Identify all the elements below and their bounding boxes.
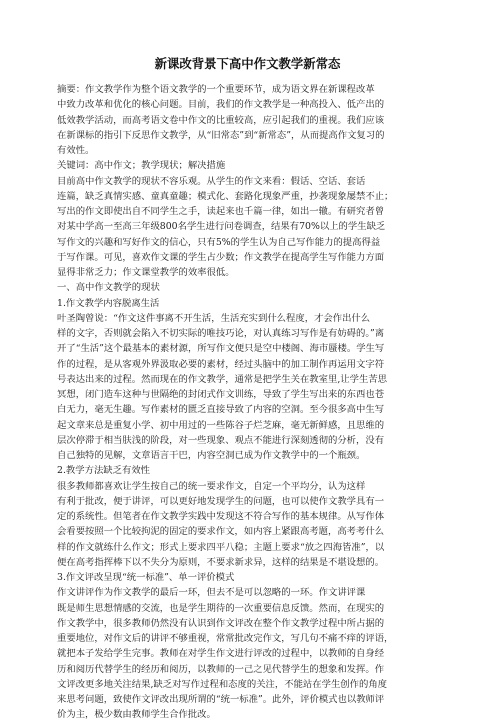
body-line: 作文教学中，很多教师仍然没有认识到作文评改在整个作文教学过程中所占据的	[57, 617, 385, 629]
body-line: 样的作文就练什么作文；形式上要求四平八稳；主题上要求“放之四海皆准”，以	[57, 541, 385, 553]
body-line: 1.作文教学内容脱离生活	[57, 297, 160, 309]
body-line: 起文章来总是重复小学、初中用过的一些陈谷子烂芝麻，毫无新鲜感，且思维的	[57, 419, 385, 431]
body-line: 白无力，毫无生趣。写作素材的匮乏直接导致了内容的空洞。至今很多高中生写	[57, 404, 385, 416]
body-line: 会看要按照一个比较拘泥的固定的要求作文，如内容上紧跟高考题，高考考什么	[57, 526, 385, 538]
body-line: 来思考问题，致使作文评改出现所谓的“统一标准”。此外，评价模式也以教师评	[57, 694, 385, 705]
body-line: 价为主，极少数由教师学生合作批改。	[57, 709, 216, 721]
body-line: 作文讲评作为作文教学的最后一环，但去不是可以忽略的一环。作文讲评课	[57, 587, 366, 599]
body-line: 写作文的兴趣和写好作文的信心，只有5%的学生认为自己写作能力的提高得益	[57, 236, 381, 248]
body-line: 便在高考指挥棒下以不失分为原则，不要求新求异，这样的结果是不堪设想的。	[57, 556, 385, 568]
body-line: 关键词：高中作文；教学现状；解决措施	[57, 160, 226, 172]
body-line: 写出的作文即使出自不同学生之手，读起来也千篇一律，如出一辙。有研究者曾	[57, 206, 385, 217]
body-line: 一、高中作文教学的现状	[57, 282, 160, 294]
body-line: 样的文字，否则就会陷入不切实际的唯技巧论，对认真练习写作是有妨碍的。”离	[57, 328, 385, 339]
body-line: 自己独特的见解，文章语言干巴，内容空洞已成为作文教学中的一个瓶颈。	[57, 450, 366, 461]
body-line: 有利于批改，便于讲评，可以更好地发现学生的问题，也可以使作文教学具有一	[57, 495, 385, 507]
body-line: 中致力改革和优化的核心问题。目前，我们的作文教学是一种高投入、低产出的	[57, 99, 385, 111]
body-line: 文评改更多地关注结果,缺乏对写作过程和态度的关注，不能站在学生创作的角度	[57, 678, 388, 690]
body-line: 有效性。	[57, 145, 95, 156]
body-line: 作的过程，是从客观外界汲取必要的素材，经过头脑中的加工制作再运用文字符	[57, 358, 385, 370]
body-line: 既是师生思想情感的交流，也是学生期待的一次重要信息反馈。然而，在现实的	[57, 602, 385, 614]
body-line: 重要地位，对作文后的讲评不够重视，常常批改完作文，写几句不痛不痒的评语，	[57, 633, 394, 644]
body-line: 摘要：作文教学作为整个语文教学的一个重要环节，成为语文界在新课程改革	[57, 84, 375, 95]
body-line: 叶圣陶曾说：“作文这件事离不开生活，生活充实到什么程度，才会作出什么	[57, 312, 371, 324]
body-line: 3.作文评改呈现“统一标准”、单一评价模式	[57, 572, 235, 583]
body-line: 定的系统性。但笔者在作文教学实践中发现这不符合写作的基本规律。从写作体	[57, 511, 385, 522]
document-title: 新课改背景下高中作文教学新常态	[154, 56, 341, 71]
body-line: 在新课标的指引下反思作文教学，从“旧常态”到“新常态”，从而提高作文复习的	[57, 129, 385, 141]
body-line: 冥想，闭门造车这种与世隔绝的封闭式作文训练，导致了学生写出来的东西也苍	[57, 389, 385, 400]
body-line: 低效教学活动，而高考语文卷中作文的比重较高，应引起我们的重视。我们应该	[57, 114, 385, 126]
body-line: 层次停滞于相当肤浅的阶段，对一些现象、观点不能进行深刻透彻的分析，没有	[57, 434, 385, 446]
body-line: 对某中学高一至高三年级800名学生进行问卷调查，结果有70%以上的学生缺乏	[57, 221, 386, 233]
body-line: 历和阅历代替学生的经历和阅历，以教师的一己之见代替学生的想象和发挥。作	[57, 663, 385, 675]
body-line: 连篇，缺乏真情实感、童真童趣；模式化、套路化现象严重，抄袭现象屡禁不止；	[57, 190, 394, 202]
body-line: 就把本子发给学生完事。教师在对学生作文进行评改的过程中，以教师的自身经	[57, 648, 385, 660]
body-line: 号表达出来的过程。然而现在的作文教学，通常是把学生关在教室里,让学生苦思	[57, 373, 388, 385]
body-line: 显得非常乏力；作文课堂教学的效率很低。	[57, 267, 235, 278]
body-line: 2.教学方法缺乏有效性	[57, 465, 151, 477]
document-body	[57, 82, 438, 723]
body-line: 很多教师都喜欢让学生按自己的统一要求作文，自定一个平均分，认为这样	[57, 480, 366, 492]
body-line: 开了“生活”这个最基本的素材源，所写作文便只是空中楼阁、海市蜃楼。学生写	[57, 343, 385, 355]
body-line: 目前高中作文教学的现状不容乐观。从学生的作文来看：假话、空话、套话	[57, 175, 366, 187]
body-line: 于写作课。可见，喜欢作文课的学生占少数；作文教学在提高学生写作能力方面	[57, 251, 385, 263]
